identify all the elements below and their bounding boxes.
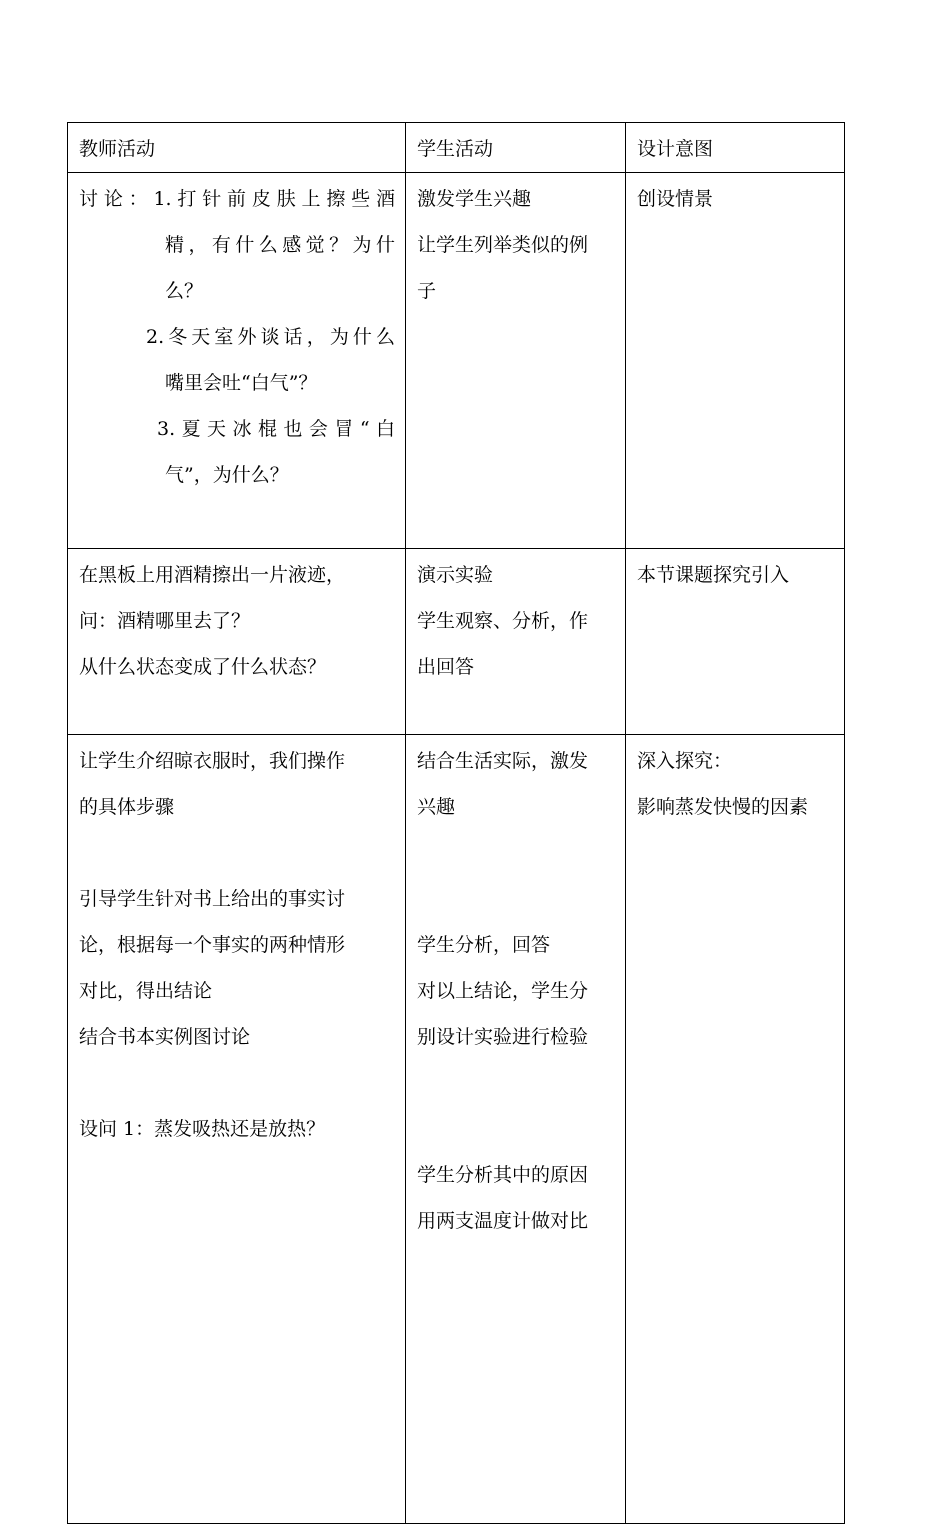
text-line: 在黑板上用酒精擦出一片液迹， — [79, 564, 346, 586]
text-line: 3.夏天冰棍也会冒“白 — [157, 418, 395, 440]
text-line: 学生观察、分析，作 — [417, 610, 589, 632]
text-line: 创设情景 — [637, 188, 714, 210]
text-line: 的具体步骤 — [79, 796, 175, 818]
text-line: 别设计实验进行检验 — [417, 1026, 589, 1048]
text-line: 影响蒸发快慢的因素 — [637, 796, 809, 818]
teacher-activity-cell — [68, 549, 406, 735]
text-line: 结合生活实际，激发 — [417, 750, 589, 772]
student-activity-cell — [406, 735, 626, 1524]
text-line: 么？ — [165, 280, 204, 302]
student-activity-cell — [406, 173, 626, 549]
text-line: 嘴里会吐“白气”？ — [165, 372, 318, 394]
text-line: 本节课题探究引入 — [637, 564, 790, 586]
text-line: 结合书本实例图讨论 — [79, 1026, 251, 1048]
header-design-intent: 设计意图 — [626, 123, 845, 173]
text-line: 演示实验 — [417, 564, 494, 586]
text-line: 论，根据每一个事实的两种情形 — [79, 934, 346, 956]
text-line: 用两支温度计做对比 — [417, 1210, 589, 1232]
text-line: 引导学生针对书上给出的事实讨 — [79, 888, 346, 910]
text-line: 兴趣 — [417, 796, 456, 818]
teacher-activity-cell — [68, 173, 406, 549]
text-line: 气”，为什么？ — [165, 464, 289, 486]
design-intent-cell — [626, 549, 845, 735]
text-line: 从什么状态变成了什么状态？ — [79, 656, 327, 678]
spacer — [79, 1060, 395, 1106]
text-line: 讨论：1.打针前皮肤上擦些酒 — [79, 188, 395, 210]
text-line: 让学生列举类似的例 — [417, 234, 589, 256]
table-row — [68, 735, 845, 1524]
spacer — [79, 830, 395, 876]
table-header-row — [68, 123, 845, 173]
header-student-activity: 学生活动 — [406, 123, 626, 173]
text-line: 学生分析其中的原因 — [417, 1164, 589, 1186]
text-line: 对比，得出结论 — [79, 980, 213, 1002]
text-line: 出回答 — [417, 656, 475, 678]
header-teacher-activity: 教师活动 — [68, 123, 406, 173]
table-row — [68, 549, 845, 735]
table-row — [68, 173, 845, 549]
text-line: 精，有什么感觉？为什 — [165, 234, 395, 256]
text-line: 问：酒精哪里去了？ — [79, 610, 251, 632]
design-intent-cell — [626, 735, 845, 1524]
text-line: 设问 1：蒸发吸热还是放热？ — [79, 1118, 326, 1140]
text-line: 2.冬天室外谈话，为什么 — [146, 326, 395, 348]
text-line: 学生分析，回答 — [417, 934, 551, 956]
text-line: 让学生介绍晾衣服时，我们操作 — [79, 750, 346, 772]
student-activity-cell — [406, 549, 626, 735]
spacer — [417, 830, 615, 922]
text-line: 对以上结论，学生分 — [417, 980, 589, 1002]
text-line: 深入探究： — [637, 750, 733, 772]
teacher-activity-cell — [68, 735, 406, 1524]
spacer — [417, 1060, 615, 1152]
design-intent-cell — [626, 173, 845, 549]
text-line: 激发学生兴趣 — [417, 188, 532, 210]
text-line: 子 — [417, 280, 437, 302]
lesson-plan-table — [67, 122, 845, 1524]
